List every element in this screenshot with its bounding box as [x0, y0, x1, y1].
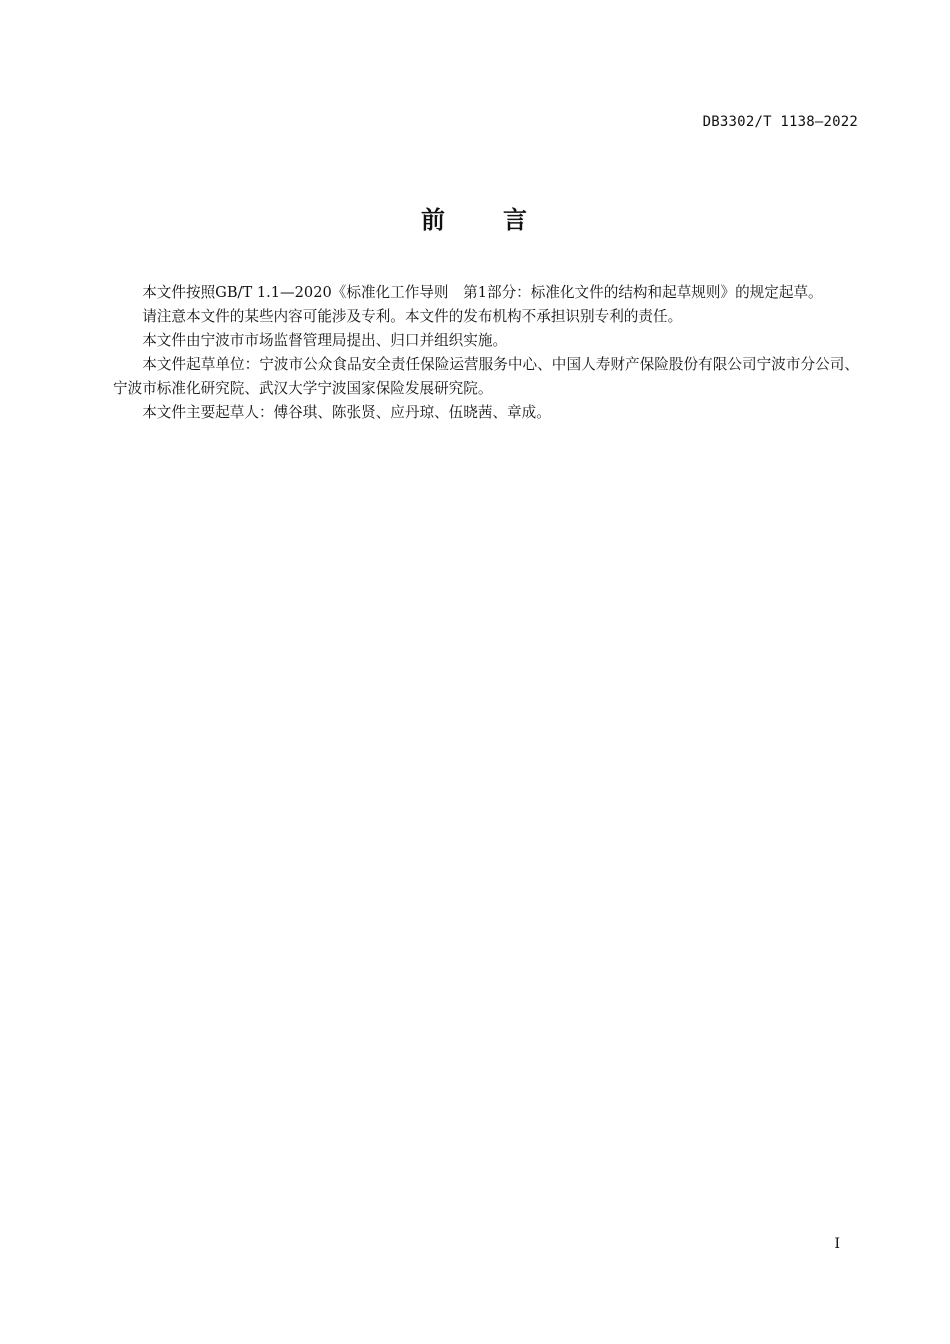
title-char-2: 言 — [503, 206, 529, 234]
paragraph-drafting-units: 本文件起草单位：宁波市公众食品安全责任保险运营服务中心、中国人寿财产保险股份有限公司宁波市分公司、宁波市标准化研究院、武汉大学宁波国家保险发展研究院。 — [113, 356, 859, 397]
page-title — [0, 200, 950, 235]
page-number: I — [834, 1236, 840, 1252]
standard-number: DB3302/T 1138—2022 — [702, 114, 858, 130]
paragraph-drafting-basis: 本文件按照GB/T 1.1—2020《标准化工作导则 第1部分：标准化文件的结构和起草规则》的规定起草。 — [142, 284, 823, 301]
paragraph-proposer: 本文件由宁波市市场监督管理局提出、归口并组织实施。 — [142, 332, 508, 349]
paragraph-patent-notice: 请注意本文件的某些内容可能涉及专利。本文件的发布机构不承担识别专利的责任。 — [142, 308, 683, 325]
paragraph-main-drafters: 本文件主要起草人：傅谷琪、陈张贤、应丹琼、伍晓茜、章成。 — [142, 404, 551, 421]
foreword-body — [113, 281, 859, 425]
title-char-1: 前 — [421, 206, 447, 234]
